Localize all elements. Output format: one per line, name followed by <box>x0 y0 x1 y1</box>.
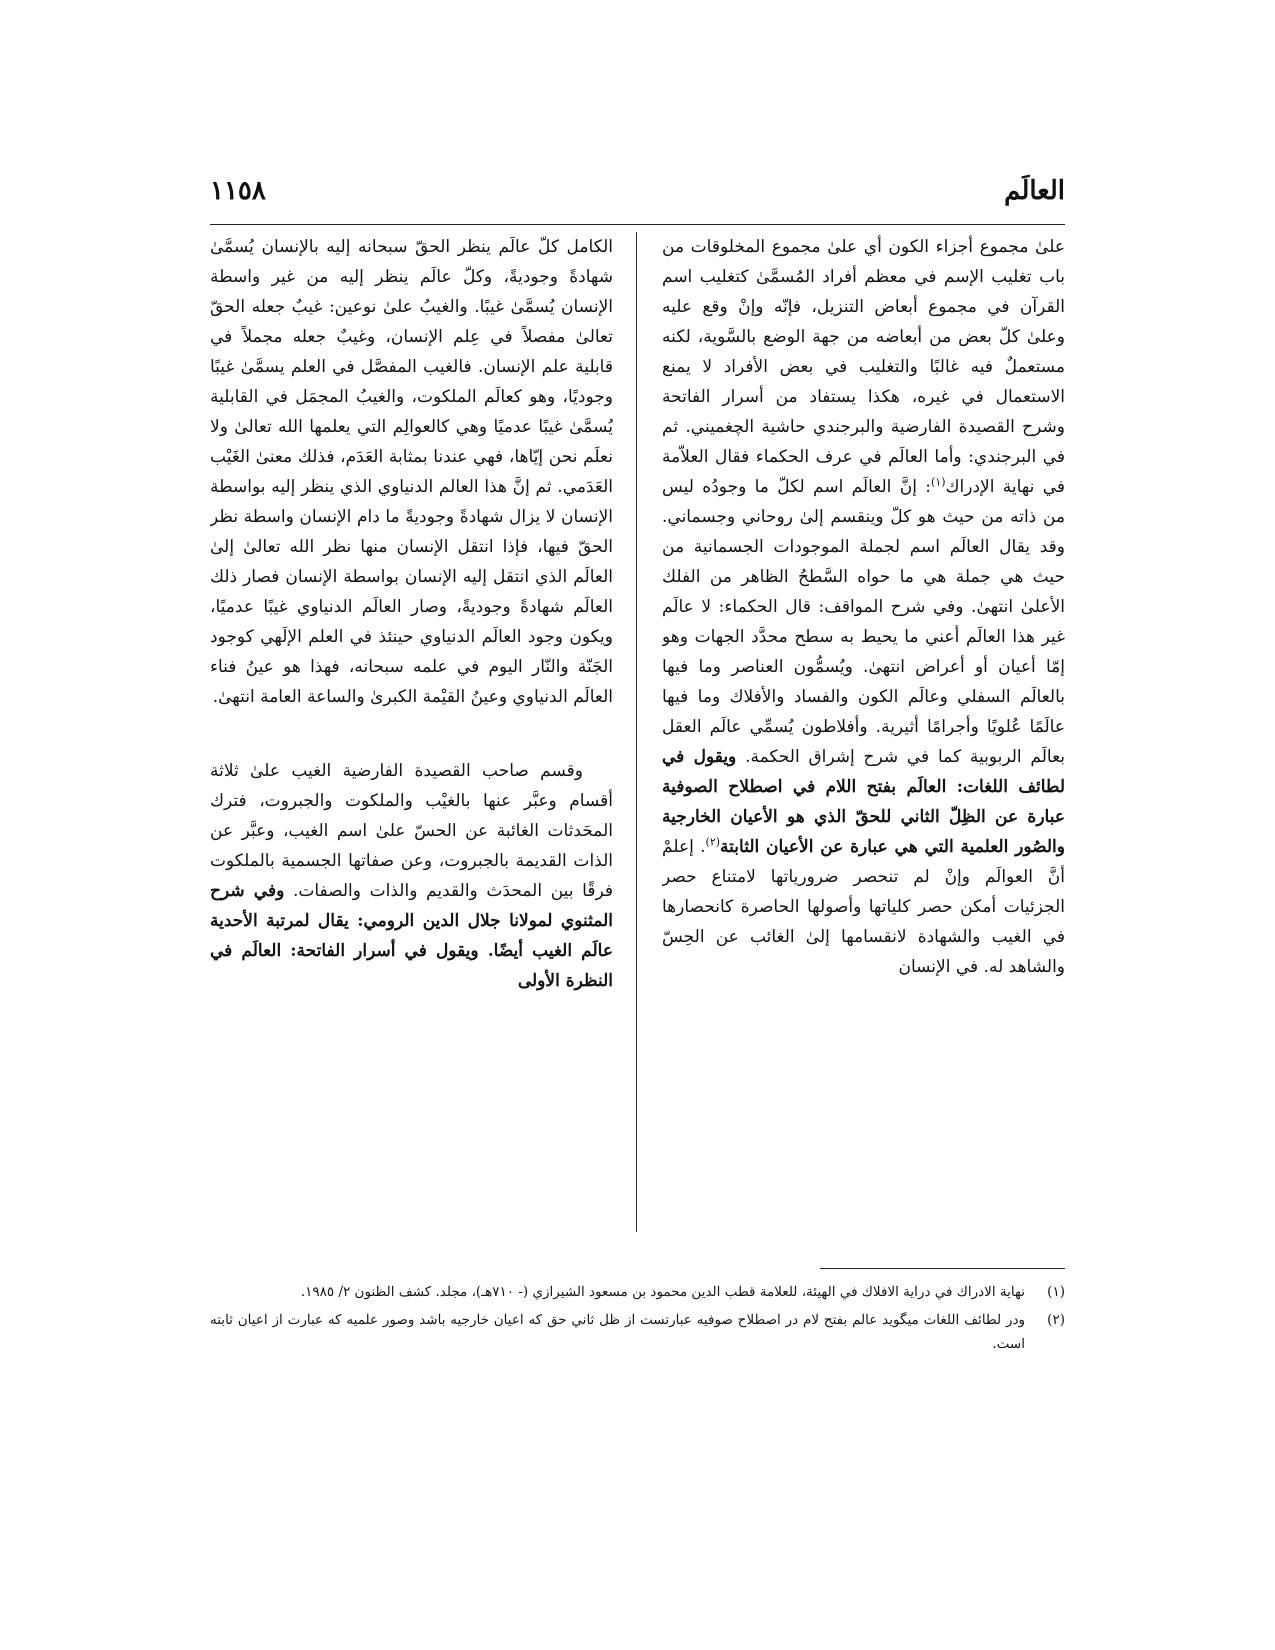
text-run: علىٰ مجموع أجزاء الكون أي علىٰ مجموع المخلوقات من باب تغليب الإسم في معظم أفراد المُسمَّىٰ كتغليب اسم القرآن في مجموع أبعاض التنزيل، فإنّه وإنْ وقع عليه وعلىٰ كلّ بعض من أبعاضه من جهة الوضع بالسَّوية، لكنه مستعملٌ فيه غالبًا والتغليب في بعض الأفراد لا يمنع الاستعمال في غيره، هكذا يستفاد من أسرار الفاتحة وشرح القصيدة الفارضية والبرجندي حاشية الچغميني. ثم في البرجندي: وأما العالَم في عرف الحكماء فقال العلاّمة في نهاية الإدراك <box>662 237 1065 497</box>
text-run: وقسم صاحب القصيدة الفارضية الغيب علىٰ ثلاثة أقسام وعبَّر عنها بالغيْب والملكوت والجبروت، فترك المحَدثات الغائبة عن الحسّ علىٰ اسم الغيب، وعبَّر عن الذات القديمة بالجبروت، وعن صفاتها الجسمية بالملكوت فرقًا بين المحدَث والقديم والذات والصفات. <box>210 761 613 901</box>
footnote <box>210 1308 1065 1356</box>
footnotes <box>210 1280 1065 1360</box>
footnote-rule <box>820 1268 1065 1269</box>
bold-quote: ويقول في لطائف اللغات: العالَم بفتح اللام في اصطلاح الصوفية عبارة عن الظِلّ الثاني للحقّ الذي هو الأعيان الخارجية والصُور العلمية التي هي عبارة عن الأعيان الثابتة <box>662 747 1065 857</box>
footnote-number: (٢) <box>1047 1312 1065 1328</box>
footnote <box>210 1280 1065 1304</box>
text-run: : إنَّ العالَم اسم لكلّ ما وجودُه ليس من ذاته من حيث هو كلّ وينقسم إلىٰ روحاني وجسماني. وقد يقال العالَم اسم لجملة الموجودات الجسمانية من حيث هي جملة هي ما حواه السَّطحُ الظاهر من الفلك الأعلىٰ انتهىٰ. وفي شرح المواقف: قال الحكماء: لا عالَم غير هذا العالَم أعني ما يحيط به سطح محدَّد الجهات وهو إمّا أعيان أو أعراض انتهىٰ. ويُسمُّون العناصر وما فيها بالعالَم السفلي وعالَم الكون والفساد والأفلاك وما فيها عالَمًا عُلويًا وأجرامًا أثيرية. وأفلاطون يُسمِّي عالَم العقل بعالَم الربوبية كما في شرح إشراق الحكمة. <box>662 477 1065 767</box>
header-rule <box>210 224 1065 225</box>
paragraph-gap <box>210 712 613 756</box>
footnote-number: (١) <box>1047 1284 1065 1300</box>
bold-quote: وفي شرح المثنوي لمولانا جلال الدين الرومي: يقال لمرتبة الأحدية عالَم الغيب أيضًا. ويقول في أسرار الفاتحة: العالَم في النظرة الأولى <box>210 881 613 991</box>
right-column-paragraph <box>662 232 1065 982</box>
page-header <box>210 176 1065 222</box>
left-column <box>210 232 613 1242</box>
running-title: العالَم <box>1004 176 1065 206</box>
footnote-ref-2: (٢) <box>705 835 721 849</box>
footnote-text: ودر لطائف اللغات ميگويد عالم بفتح لام در اصطلاح صوفيه عبارتست از ظل ثاني حق كه اعيان خارجيه باشد وصور علميه كه عبارت از اعيان ثابته است. <box>210 1312 1025 1352</box>
footnote-ref-1: (١) <box>931 475 946 489</box>
column-divider <box>636 232 637 1232</box>
left-column-paragraph: الكامل كلّ عالَم ينظر الحقّ سبحانه إليه بالإنسان يُسمَّىٰ شهادةً وجوديةً، وكلّ عالَم ينظر إليه من غير واسطة الإنسان يُسمَّىٰ غيبًا. والغيبُ علىٰ نوعين: غيبٌ جعله الحقّ تعالىٰ مفصلاً في عِلم الإنسان، وغيبٌ جعله مجملاً في قابلية علم الإنسان. فالغيب المفصَّل في العلم يسمَّىٰ غيبًا وجوديًا، وهو كعالَم الملكوت، والغيبُ المجمَل في القابلية يُسمَّىٰ غيبًا عدميًا وهي كالعوالِم التي يعلمها الله تعالىٰ ولا نعلَم نحن إيّاها، فهي عندنا بمثابة العَدَم، فذلك معنىٰ الغَيْب العَدَمي. ثم إنَّ هذا العالم الدنياوي الذي ينظر إليه بواسطة الإنسان لا يزال شهادةً وجوديةً ما دام الإنسان واسطة نظر الحقّ فيها، فإذا انتقل الإنسان منها نظر الله تعالىٰ إلىٰ العالَم الذي انتقل إليه الإنسان بواسطة الإنسان فصار ذلك العالَم شهادةً وجوديةً، وصار العالَم الدنياوي غيبًا عدميًا، ويكون وجود العالَم الدنياوي حينئذ في العلم الإلَهي كوجود الجَنّة والنّار اليوم في علمه سبحانه، فهذا هو عينُ فناء العالَم الدنياوي وعينُ القيْمة الكبرىٰ والساعة العامة انتهىٰ. <box>210 237 613 707</box>
page-number: ١١٥٨ <box>210 176 266 206</box>
footnote-text: نهاية الادراك في دراية الافلاك في الهيئة، للعلامة قطب الدين محمود بن مسعود الشيرازي (- ٧١٠هـ)، مجلد. كشف الظنون ٢/ ١٩٨٥. <box>300 1284 1025 1300</box>
left-column-paragraph <box>210 756 613 996</box>
text-run: . إعلمْ أنَّ العوالَم وإنْ لم تنحصر ضرورياتها لامتناع حصر الجزئيات أمكن حصر كلياتها وأصولها الحاصرة كانحصارها في الغيب والشهادة لانقسامها إلىٰ الغائب عن الحِسّ والشاهد له. في الإنسان <box>662 837 1065 977</box>
right-column <box>662 232 1065 1242</box>
